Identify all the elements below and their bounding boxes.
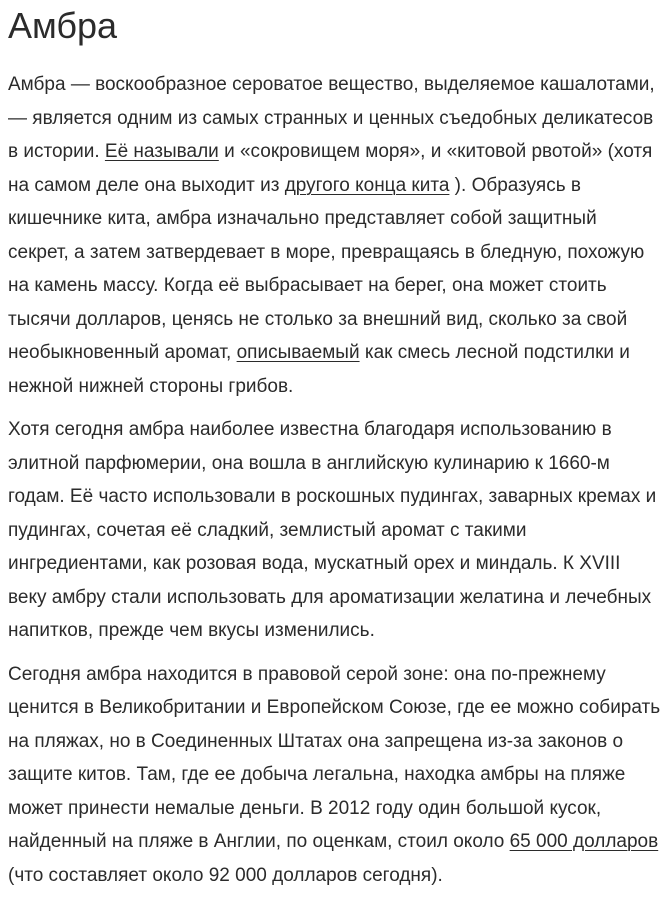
paragraph: Сегодня амбра находится в правовой серой зоне: она по-прежнему ценится в Великобритании и Европейском Союзе, где ее можно собирать на пляжах, но в Соединенных Штатах она запрещена из-за законов о защите китов. Там, где ее добыча легальна, находка амбры на пляже может принести немалые деньги. В 2012 году один большой кусок, найденный на пляже в Англии, по оценкам, стоил около 65 000 долларов (что составляет около 92 000 долларов сегодня). [8,663,661,886]
inline-link[interactable]: 65 000 долларов [509,831,659,852]
inline-link[interactable]: описываемый [236,342,360,363]
inline-link[interactable]: Её называли [104,141,219,162]
article-body [8,68,662,892]
paragraph: Амбра — воскообразное сероватое вещество, выделяемое кашалотами, — является одним из самых странных и ценных съедобных деликатесов в истории. Её называли и «сокровищем моря», и «китовой рвотой» (хотя на самом деле она выходит из другого конца кита ). Образуясь в кишечнике кита, амбра изначально представляет собой защитный секрет, а затем затвердевает в море, превращаясь в бледную, похожую на камень массу. Когда её выбрасывает на берег, она может стоить тысячи долларов, ценясь не столько за внешний вид, сколько за свой необыкновенный аромат, описываемый как смесь лесной подстилки и нежной нижней стороны грибов. [8,74,655,397]
page-title: Амбра [8,5,118,46]
paragraph: Хотя сегодня амбра наиболее известна благодаря использованию в элитной парфюмерии, она вошла в английскую кулинарию к 1660-м годам. Её часто использовали в роскошных пудингах, заварных кремах и пудингах, сочетая её сладкий, землистый аромат с такими ингредиентами, как розовая вода, мускатный орех и миндаль. К XVIII веку амбру стали использовать для ароматизации желатина и лечебных напитков, прежде чем вкусы изменились. [8,419,657,641]
inline-link[interactable]: другого конца кита [284,174,450,196]
